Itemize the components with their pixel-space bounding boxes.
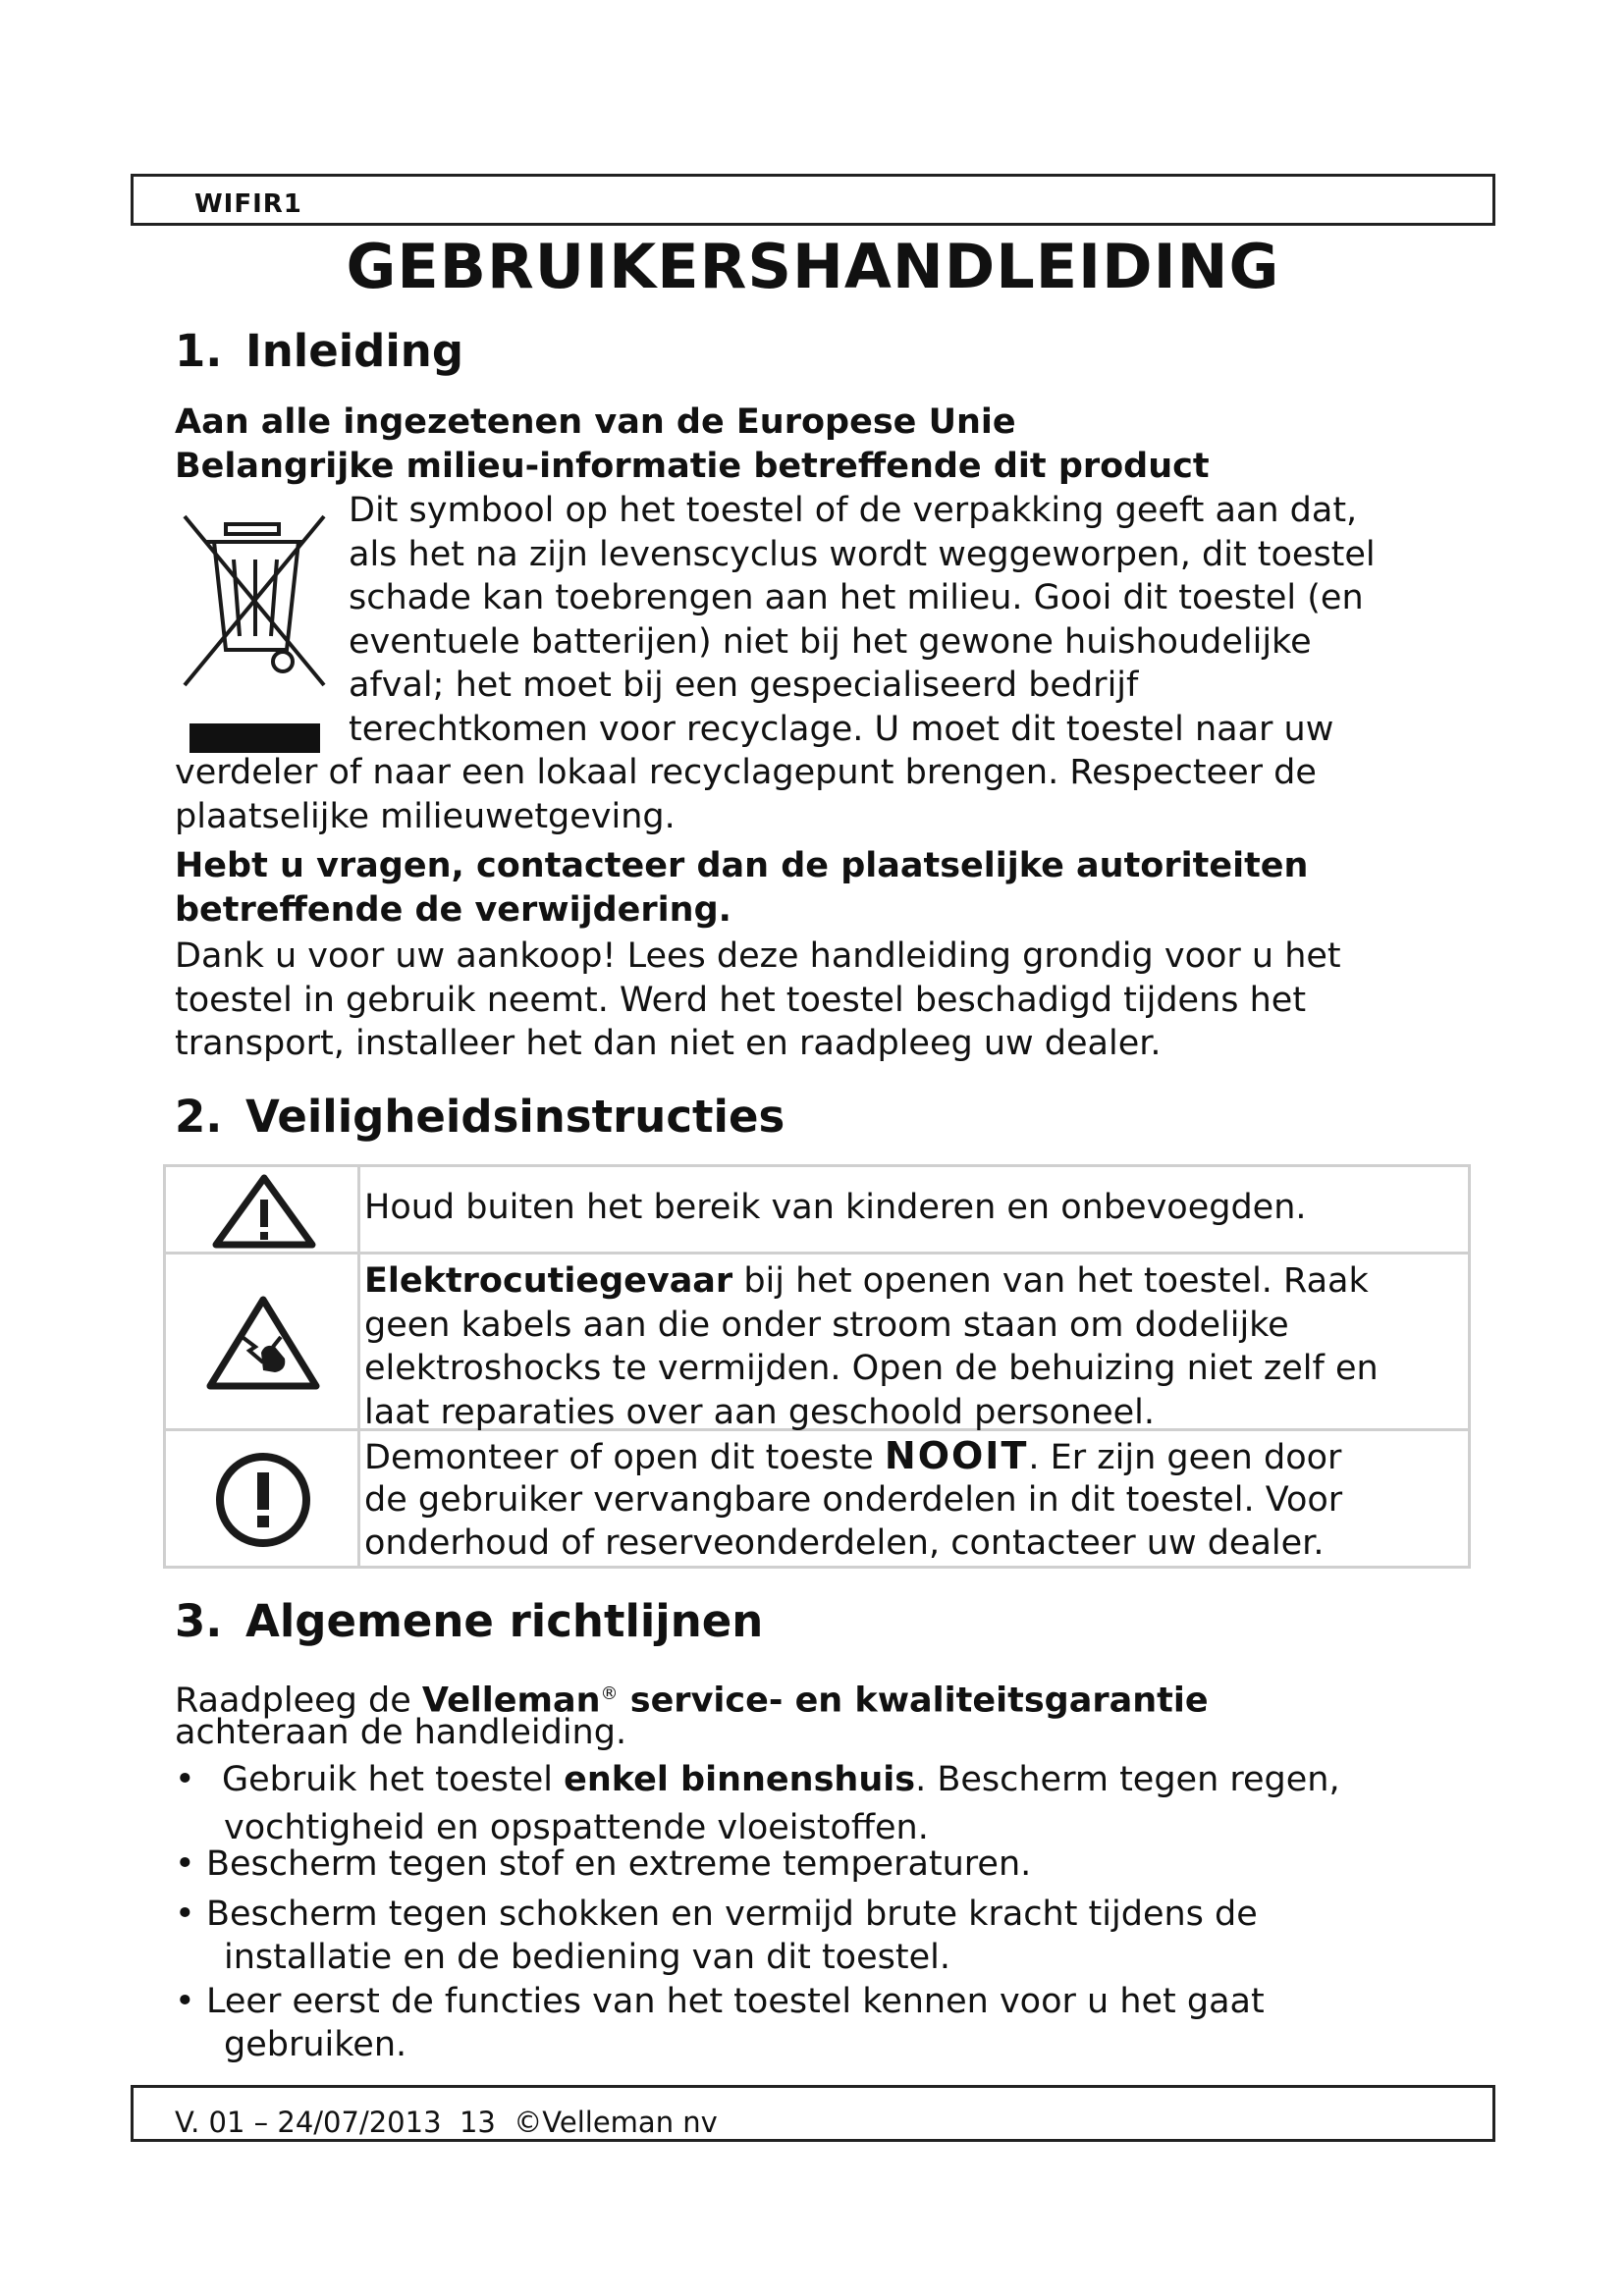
intro-line: terechtkomen voor recyclage. U moet dit toestel naar uw <box>349 710 1334 749</box>
intro-line: als het na zijn levenscyclus wordt weggeworpen, dit toestel <box>349 535 1376 574</box>
intro-line: schade kan toebrengen aan het milieu. Gooi dit toestel (en <box>349 578 1364 617</box>
intro-line: afval; het moet bij een gespecialiseerd bedrijf <box>349 666 1139 705</box>
guidelines-intro: Raadpleeg de Velleman® service- en kwaliteitsgarantie <box>175 1681 1209 1721</box>
bullet-item-line: gebruiken. <box>224 2025 407 2064</box>
environment-heading: Belangrijke milieu-informatie betreffende dit product <box>175 447 1210 486</box>
bullet-item-line: installatie en de bediening van dit toestel. <box>224 1938 950 1977</box>
guidelines-intro-line2: achteraan de handleiding. <box>175 1713 627 1752</box>
safety-row-dismantle: Demonteer of open dit toeste NOOIT. Er zijn geen door <box>364 1434 1342 1477</box>
safety-row-electrocution: Elektrocutiegevaar bij het openen van het toestel. Raak <box>364 1261 1369 1301</box>
crossed-out-bin-icon <box>177 512 334 694</box>
model-label: WIFIR1 <box>194 189 302 219</box>
bullet-item-dust: Bescherm tegen stof en extreme temperaturen. <box>206 1844 1032 1884</box>
bullet-item-shock: Bescherm tegen schokken en vermijd brute kracht tijdens de <box>206 1895 1258 1934</box>
safety-line: laat reparaties over aan geschoold personeel. <box>364 1393 1156 1432</box>
document-footer <box>131 2085 1495 2142</box>
thanks-line: toestel in gebruik neemt. Werd het toestel beschadigd tijdens het <box>175 981 1307 1020</box>
intro-line: Dit symbool op het toestel of de verpakking geeft aan dat, <box>349 491 1358 530</box>
bullet-item-line: vochtigheid en opspattende vloeistoffen. <box>224 1808 929 1847</box>
weee-bar-symbol <box>189 723 320 753</box>
safety-line: de gebruiker vervangbare onderdelen in dit toestel. Voor <box>364 1480 1343 1520</box>
safety-row-children: Houd buiten het bereik van kinderen en onbevoegden. <box>364 1188 1307 1227</box>
intro-line: verdeler of naar een lokaal recyclagepunt brengen. Respecteer de <box>175 753 1317 792</box>
eu-heading: Aan alle ingezetenen van de Europese Unie <box>175 402 1016 442</box>
bullet: • <box>175 1760 195 1799</box>
intro-line: eventuele batterijen) niet bij het gewone huishoudelijke <box>349 622 1312 662</box>
bullet: • <box>175 1895 195 1934</box>
bullet-item-learn: Leer eerst de functies van het toestel kennen voor u het gaat <box>206 1982 1265 2021</box>
thanks-line: transport, installeer het dan niet en raadpleeg uw dealer. <box>175 1024 1162 1063</box>
contact-line: betreffende de verwijdering. <box>175 890 731 930</box>
safety-line: elektroshocks te vermijden. Open de behuizing niet zelf en <box>364 1349 1379 1388</box>
table-divider <box>357 1164 360 1569</box>
electric-shock-icon <box>204 1294 322 1392</box>
bullet: • <box>175 1982 195 2021</box>
footer-version: V. 01 – 24/07/2013 13 ©Velleman nv <box>175 2106 718 2139</box>
exclamation-circle-icon <box>206 1451 320 1549</box>
document-header <box>131 174 1495 226</box>
bullet: • <box>175 1844 195 1884</box>
intro-line: plaatselijke milieuwetgeving. <box>175 797 676 836</box>
safety-line: onderhoud of reserveonderdelen, contacteer uw dealer. <box>364 1523 1325 1563</box>
safety-line: geen kabels aan die onder stroom staan om dodelijke <box>364 1306 1289 1345</box>
page-title: GEBRUIKERSHANDLEIDING <box>346 231 1280 302</box>
section-heading-inleiding: 1. Inleiding <box>175 325 464 377</box>
warning-triangle-icon <box>210 1172 318 1251</box>
section-heading-richtlijnen: 3. Algemene richtlijnen <box>175 1595 764 1647</box>
bullet-item-indoor: Gebruik het toestel enkel binnenshuis. Bescherm tegen regen, <box>222 1760 1340 1799</box>
table-divider <box>163 1252 1471 1255</box>
thanks-line: Dank u voor uw aankoop! Lees deze handleiding grondig voor u het <box>175 936 1341 976</box>
contact-line: Hebt u vragen, contacteer dan de plaatselijke autoriteiten <box>175 846 1309 885</box>
section-heading-veiligheid: 2. Veiligheidsinstructies <box>175 1091 785 1143</box>
